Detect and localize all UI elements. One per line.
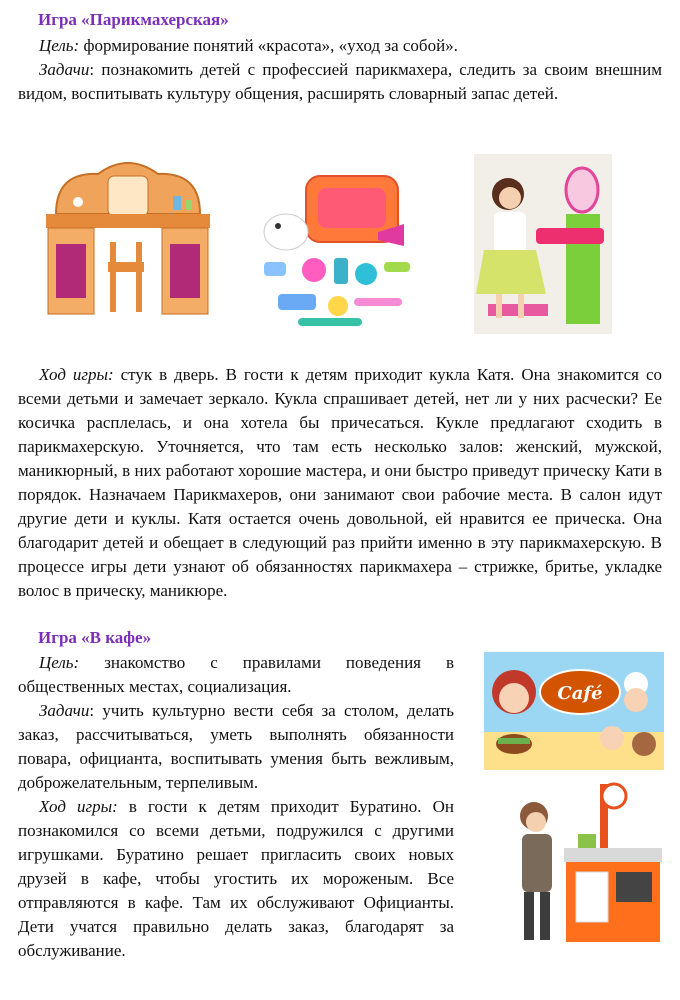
girl-at-vanity-illustration [474,154,612,334]
cafe-cartoon-illustration [484,652,664,770]
game2-course [18,795,454,963]
game1-goal-label: Цель: [39,36,80,55]
game2-tasks-label: Задачи [39,701,90,720]
cafe-sign-text: Café [557,683,603,704]
game2-tasks-text: : учить культурно вести себя за столом, делать заказ, рассчитываться, уметь выполнять обязанности повара, официанта, воспитывать умения быть вежливым, доброжелательным, терпеливым. [18,701,454,792]
toy-kitchen-illustration [506,776,666,948]
game2-course-label: Ход игры: [39,797,118,816]
game2-course-text: в гости к детям приходит Буратино. Он познакомился со всеми детьми, подружился с другими игрушками. Буратино решает пригласить своих новых друзей в кафе, чтобы угостить их мороженым. Все отправляются в кафе. Там их обслуживают Официанты. Дети учатся правильно делать заказ, благодарят за обслуживание. [18,797,454,960]
game2-goal [18,651,454,699]
game1-goal [18,34,662,58]
game1-course-label: Ход игры: [39,365,114,384]
game1-title: Игра «Парикмахерская» [38,10,229,29]
game1-tasks-text: : познакомить детей с профессией парикмахера, следить за своим внешним видом, воспитывать культуру общения, расширять словарный запас детей. [18,60,662,103]
game2-goal-text: знакомство с правилами поведения в общественных местах, социализация. [18,653,454,696]
game2-title: Игра «В кафе» [38,628,152,647]
game1-tasks-label: Задачи [39,60,90,79]
game1-course-text: стук в дверь. В гости к детям приходит кукла Катя. Она знакомится со всеми детьми и замечает зеркало. Кукла спрашивает детей, нет ли у них расчески? Ее косичка расплелась, и она хотела бы причесаться. Кукле предлагают сходить в парикмахерскую. Уточняется, что там есть несколько залов: женский, мужской, маникюрный, в них работают хорошие мастера, и они быстро приведут прическу Кати в порядок. Назначаем Парикмахеров, они занимают свои рабочие места. В салон идут другие дети и куклы. Катя остается очень довольной, ей нравится ее прическа. Она благодарит детей и обещает в следующий раз прийти именно в эту парикмахерскую. В процессе игры дети узнают об обязанностях парикмахера – стрижке, бритье, укладке волос в прическу, маникюре. [18,365,662,600]
game2-goal-label: Цель: [39,653,80,672]
game2-tasks [18,699,454,795]
game1-course [18,363,662,603]
vanity-table-illustration [38,152,218,324]
game1-goal-text: формирование понятий «красота», «уход за собой». [79,36,458,55]
hairdresser-kit-illustration [258,170,416,334]
game1-tasks [18,58,662,106]
